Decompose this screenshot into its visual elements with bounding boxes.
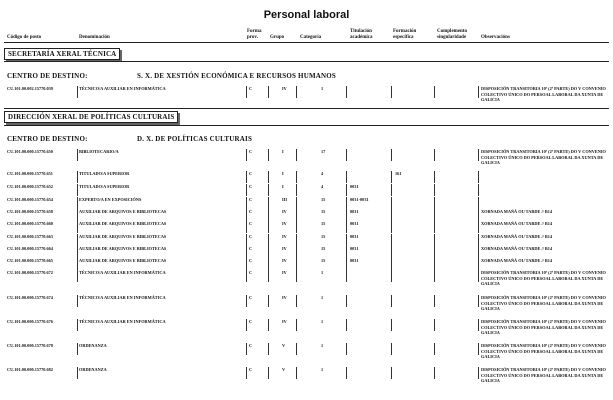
column-separator bbox=[77, 367, 78, 379]
cell-codigo: CU.101.00.000.15770.658 bbox=[7, 209, 53, 214]
column-separator bbox=[434, 86, 435, 98]
column-separator bbox=[296, 319, 297, 331]
cell-codigo: CU.101.00.000.15770.682 bbox=[7, 367, 53, 372]
header-complemento-line1: Complemento bbox=[437, 29, 467, 34]
column-separator bbox=[77, 258, 78, 270]
column-separator bbox=[391, 319, 392, 331]
column-separator bbox=[478, 184, 479, 196]
column-separator bbox=[391, 86, 392, 98]
cell-cat: 1 bbox=[321, 367, 324, 372]
cell-grupo: V bbox=[282, 367, 286, 372]
cell-cat: 15 bbox=[321, 258, 326, 263]
column-separator bbox=[296, 209, 297, 221]
centro-value: D. X. DE POLÍTICAS CULTURAIS bbox=[137, 135, 253, 143]
section-title-secretaria: SECRETARÍA XERAL TÉCNICA bbox=[4, 48, 120, 60]
column-separator bbox=[296, 86, 297, 98]
column-separator bbox=[478, 270, 479, 282]
column-separator bbox=[346, 270, 347, 282]
column-separator bbox=[346, 171, 347, 183]
cell-codigo: CU.101.00.000.15770.651 bbox=[7, 171, 53, 176]
column-separator bbox=[478, 197, 479, 209]
page-title: Personal laboral bbox=[263, 9, 350, 21]
column-separator bbox=[478, 258, 479, 270]
cell-cat: 1 bbox=[321, 270, 324, 275]
column-separator bbox=[77, 246, 78, 258]
column-separator bbox=[391, 221, 392, 233]
cell-codigo: CU.101.00.000.15770.663 bbox=[7, 234, 53, 239]
column-separator bbox=[296, 295, 297, 307]
centro-label: CENTRO DE DESTINO: bbox=[7, 72, 88, 80]
column-separator bbox=[434, 184, 435, 196]
cell-grupo: IV bbox=[282, 86, 287, 91]
centro-label: CENTRO DE DESTINO: bbox=[7, 135, 88, 143]
cell-forma: C bbox=[249, 319, 253, 324]
cell-denom: ORDENANZA bbox=[79, 367, 107, 372]
column-separator bbox=[346, 258, 347, 270]
column-separator bbox=[268, 295, 269, 307]
cell-cat: 15 bbox=[321, 246, 326, 251]
header-observacions: Observacións bbox=[481, 35, 510, 40]
header-formacion bbox=[393, 29, 416, 40]
column-separator bbox=[246, 209, 247, 221]
column-separator bbox=[478, 171, 479, 183]
cell-denom: AUXILIAR DE ARQUIVOS E BIBLIOTECAS bbox=[79, 258, 167, 263]
cell-grupo: III bbox=[282, 197, 288, 202]
table-row bbox=[0, 171, 613, 185]
cell-cat: 17 bbox=[321, 149, 326, 154]
cell-denom: TÉCNICO/A AUXILIAR EN INFORMÁTICA bbox=[79, 270, 166, 275]
header-categoria: Categoría bbox=[300, 35, 322, 40]
column-separator bbox=[268, 149, 269, 161]
table-row bbox=[0, 149, 613, 163]
table-row bbox=[0, 270, 613, 284]
cell-denom: BIBLIOTECARIO/A bbox=[79, 149, 119, 154]
column-separator bbox=[268, 171, 269, 183]
column-separator bbox=[268, 319, 269, 331]
cell-obs: DISPOSICIÓN TRANSITORIA 10ª (2ª PARTE) DO V CONVENIO COLECTIVO ÚNICO DO PERSOAL LABORAL DA XUNTA DE GALICIA bbox=[481, 149, 606, 165]
cell-forma: C bbox=[249, 197, 253, 202]
column-separator bbox=[346, 197, 347, 209]
cell-cat: 4 bbox=[321, 171, 324, 176]
cell-forma: C bbox=[249, 234, 253, 239]
column-separator bbox=[296, 171, 297, 183]
cell-obs: XORNADA MAÑÁ OU TARDE // B14 bbox=[481, 221, 553, 226]
table-row bbox=[0, 367, 613, 381]
cell-grupo: IV bbox=[282, 319, 287, 324]
header-forma-line2: prov. bbox=[247, 34, 258, 40]
cell-tit: 0031 bbox=[350, 184, 359, 189]
cell-grupo: IV bbox=[282, 258, 287, 263]
cell-grupo: IV bbox=[282, 246, 287, 251]
column-separator bbox=[434, 367, 435, 379]
cell-cat: 15 bbox=[321, 221, 326, 226]
column-separator bbox=[246, 197, 247, 209]
cell-codigo: CU.101.00.000.15770.672 bbox=[7, 270, 53, 275]
column-separator bbox=[246, 86, 247, 98]
cell-forma: C bbox=[249, 171, 253, 176]
column-separator bbox=[268, 258, 269, 270]
column-separator bbox=[77, 171, 78, 183]
column-separator bbox=[346, 295, 347, 307]
header-codigo: Código de posto bbox=[7, 35, 42, 40]
cell-codigo: CU.101.00.000.15770.664 bbox=[7, 246, 53, 251]
cell-forma: C bbox=[249, 209, 253, 214]
column-separator bbox=[268, 184, 269, 196]
header-formacion-line2: específica bbox=[393, 34, 414, 40]
cell-cat: 1 bbox=[321, 295, 324, 300]
column-separator bbox=[246, 367, 247, 379]
cell-forma: C bbox=[249, 149, 253, 154]
column-separator bbox=[268, 221, 269, 233]
column-separator bbox=[77, 149, 78, 161]
column-separator bbox=[77, 86, 78, 98]
column-separator bbox=[346, 221, 347, 233]
section-divider bbox=[4, 108, 609, 109]
column-separator bbox=[246, 319, 247, 331]
column-separator bbox=[391, 234, 392, 246]
cell-obs: DISPOSICIÓN TRANSITORIA 10ª (2ª PARTE) DO V CONVENIO COLECTIVO ÚNICO DO PERSOAL LABORAL DA XUNTA DE GALICIA bbox=[481, 343, 606, 359]
column-separator bbox=[296, 221, 297, 233]
column-separator bbox=[77, 184, 78, 196]
cell-cat: 15 bbox=[321, 234, 326, 239]
header-titulacion-line1: Titulación bbox=[350, 29, 372, 34]
column-separator bbox=[346, 184, 347, 196]
column-separator bbox=[391, 367, 392, 379]
cell-obs: XORNADA MAÑÁ OU TARDE // B14 bbox=[481, 258, 553, 263]
column-separator bbox=[296, 149, 297, 161]
column-separator bbox=[246, 234, 247, 246]
column-separator bbox=[478, 319, 479, 331]
cell-forma: C bbox=[249, 295, 253, 300]
column-separator bbox=[434, 234, 435, 246]
cell-obs: XORNADA MAÑÁ OU TARDE // B14 bbox=[481, 234, 553, 239]
column-separator bbox=[77, 319, 78, 331]
cell-forma: C bbox=[249, 246, 253, 251]
cell-denom: ORDENANZA bbox=[79, 343, 107, 348]
column-separator bbox=[478, 234, 479, 246]
cell-codigo: CU.101.00.002.15770.039 bbox=[7, 86, 53, 91]
table-row bbox=[0, 221, 613, 235]
column-separator bbox=[434, 209, 435, 221]
column-separator bbox=[434, 246, 435, 258]
cell-grupo: I bbox=[282, 184, 284, 189]
cell-codigo: CU.101.00.000.15770.674 bbox=[7, 295, 53, 300]
table-row bbox=[0, 295, 613, 309]
column-separator bbox=[77, 295, 78, 307]
column-separator bbox=[434, 171, 435, 183]
cell-tit: 0031 bbox=[350, 209, 359, 214]
column-separator bbox=[246, 270, 247, 282]
column-separator bbox=[268, 197, 269, 209]
column-separator bbox=[346, 86, 347, 98]
column-separator bbox=[391, 184, 392, 196]
cell-forma: C bbox=[249, 343, 253, 348]
cell-tit: 0031-0031 bbox=[350, 197, 369, 202]
cell-grupo: IV bbox=[282, 209, 287, 214]
column-separator bbox=[77, 343, 78, 355]
section-title-politicas: DIRECCIÓN XERAL DE POLÍTICAS CULTURAIS bbox=[4, 111, 178, 123]
header-titulacion-line2: académica bbox=[350, 34, 373, 40]
column-separator bbox=[296, 234, 297, 246]
column-separator bbox=[391, 258, 392, 270]
cell-tit: 0031 bbox=[350, 258, 359, 263]
cell-codigo: CU.101.00.000.15770.660 bbox=[7, 221, 53, 226]
cell-denom: AUXILIAR DE ARQUIVOS E BIBLIOTECAS bbox=[79, 209, 167, 214]
cell-denom: TÉCNICO/A AUXILIAR EN INFORMÁTICA bbox=[79, 86, 166, 91]
column-separator bbox=[268, 209, 269, 221]
cell-codigo: CU.101.00.000.15770.652 bbox=[7, 184, 53, 189]
cell-tit: 0031 bbox=[350, 234, 359, 239]
column-separator bbox=[296, 184, 297, 196]
column-separator bbox=[346, 149, 347, 161]
column-separator bbox=[296, 367, 297, 379]
column-separator bbox=[434, 270, 435, 282]
column-separator bbox=[268, 270, 269, 282]
column-separator bbox=[246, 246, 247, 258]
cell-tit: 0031 bbox=[350, 246, 359, 251]
header-formacion-line1: Formación bbox=[393, 29, 417, 34]
cell-grupo: IV bbox=[282, 221, 287, 226]
cell-grupo: I bbox=[282, 149, 284, 154]
column-separator bbox=[296, 197, 297, 209]
cell-tit: 0031 bbox=[350, 221, 359, 226]
cell-denom: TÉCNICO/A AUXILIAR EN INFORMÁTICA bbox=[79, 295, 166, 300]
column-separator bbox=[346, 343, 347, 355]
column-separator bbox=[478, 343, 479, 355]
cell-obs: DISPOSICIÓN TRANSITORIA 10ª (2ª PARTE) DO V CONVENIO COLECTIVO ÚNICO DO PERSOAL LABORAL DA XUNTA DE GALICIA bbox=[481, 367, 606, 383]
cell-denom: EXPERTO/A EN EXPOSICIÓNS bbox=[79, 197, 142, 202]
cell-forma: C bbox=[249, 184, 253, 189]
column-separator bbox=[246, 343, 247, 355]
table-row bbox=[0, 319, 613, 333]
column-separator bbox=[77, 221, 78, 233]
cell-grupo: V bbox=[282, 343, 286, 348]
column-separator bbox=[296, 270, 297, 282]
header-forma-line1: Forma bbox=[247, 29, 262, 34]
column-separator bbox=[391, 149, 392, 161]
column-separator bbox=[391, 270, 392, 282]
column-separator bbox=[391, 295, 392, 307]
cell-forma: C bbox=[249, 258, 253, 263]
cell-obs: XORNADA MAÑÁ OU TARDE // B14 bbox=[481, 246, 553, 251]
column-separator bbox=[246, 295, 247, 307]
column-separator bbox=[346, 367, 347, 379]
cell-forma: C bbox=[249, 367, 253, 372]
centro-value: S. X. DE XESTIÓN ECONÓMICA E RECURSOS HUMANOS bbox=[137, 72, 337, 80]
table-row bbox=[0, 343, 613, 357]
cell-obs: DISPOSICIÓN TRANSITORIA 10ª (2ª PARTE) DO V CONVENIO COLECTIVO ÚNICO DO PERSOAL LABORAL DA XUNTA DE GALICIA bbox=[481, 295, 606, 311]
cell-cat: 1 bbox=[321, 343, 324, 348]
column-separator bbox=[478, 295, 479, 307]
header-forma bbox=[247, 29, 261, 40]
column-separator bbox=[391, 209, 392, 221]
cell-denom: TITULADO/A SUPERIOR bbox=[79, 184, 130, 189]
column-separator bbox=[296, 246, 297, 258]
header-titulacion bbox=[350, 29, 373, 40]
column-separator bbox=[478, 209, 479, 221]
cell-denom: AUXILIAR DE ARQUIVOS E BIBLIOTECAS bbox=[79, 221, 167, 226]
header-complemento bbox=[437, 29, 467, 40]
column-separator bbox=[346, 209, 347, 221]
cell-forma: C bbox=[249, 86, 253, 91]
cell-obs: DISPOSICIÓN TRANSITORIA 10ª (2ª PARTE) DO V CONVENIO COLECTIVO ÚNICO DO PERSOAL LABORAL DA XUNTA DE GALICIA bbox=[481, 319, 606, 335]
column-separator bbox=[434, 197, 435, 209]
cell-denom: AUXILIAR DE ARQUIVOS E BIBLIOTECAS bbox=[79, 234, 167, 239]
column-separator bbox=[246, 171, 247, 183]
column-separator bbox=[296, 343, 297, 355]
cell-grupo: I bbox=[282, 171, 284, 176]
column-separator bbox=[391, 197, 392, 209]
column-separator bbox=[434, 258, 435, 270]
header-grupo: Grupo bbox=[270, 35, 285, 40]
column-separator bbox=[434, 221, 435, 233]
column-separator bbox=[246, 184, 247, 196]
table-row bbox=[0, 184, 613, 198]
column-separator bbox=[268, 86, 269, 98]
column-separator bbox=[246, 149, 247, 161]
column-separator bbox=[391, 171, 392, 183]
table-row bbox=[0, 86, 613, 100]
cell-obs: DISPOSICIÓN TRANSITORIA 10ª (2ª PARTE) DO V CONVENIO COLECTIVO ÚNICO DO PERSOAL LABORAL DA XUNTA DE GALICIA bbox=[481, 270, 606, 286]
column-separator bbox=[346, 246, 347, 258]
column-separator bbox=[391, 246, 392, 258]
cell-cat: 1 bbox=[321, 86, 324, 91]
column-separator bbox=[434, 295, 435, 307]
column-separator bbox=[434, 149, 435, 161]
column-separator bbox=[478, 246, 479, 258]
column-separator bbox=[346, 319, 347, 331]
cell-grupo: IV bbox=[282, 270, 287, 275]
cell-codigo: CU.101.00.000.15770.654 bbox=[7, 197, 53, 202]
cell-forma: C bbox=[249, 221, 253, 226]
column-separator bbox=[268, 343, 269, 355]
column-separator bbox=[246, 258, 247, 270]
column-separator bbox=[77, 209, 78, 221]
column-separator bbox=[478, 149, 479, 161]
column-separator bbox=[77, 197, 78, 209]
cell-cat: 4 bbox=[321, 184, 324, 189]
cell-grupo: IV bbox=[282, 234, 287, 239]
cell-obs: XORNADA MAÑÁ OU TARDE // B14 bbox=[481, 209, 553, 214]
column-separator bbox=[391, 343, 392, 355]
section-divider bbox=[4, 61, 609, 62]
cell-cat: 15 bbox=[321, 197, 326, 202]
cell-codigo: CU.101.00.000.15770.676 bbox=[7, 319, 53, 324]
cell-grupo: IV bbox=[282, 295, 287, 300]
column-separator bbox=[478, 221, 479, 233]
column-separator bbox=[268, 246, 269, 258]
cell-forma: C bbox=[249, 270, 253, 275]
cell-denom: TITULADO/A SUPERIOR bbox=[79, 171, 130, 176]
column-separator bbox=[296, 258, 297, 270]
column-separator bbox=[434, 343, 435, 355]
cell-cat: 15 bbox=[321, 209, 326, 214]
cell-codigo: CU.101.00.000.15770.665 bbox=[7, 258, 53, 263]
column-separator bbox=[268, 367, 269, 379]
column-separator bbox=[246, 221, 247, 233]
header-complemento-line2: singularidade bbox=[437, 34, 467, 40]
centro-destino-2 bbox=[7, 135, 253, 143]
column-separator bbox=[478, 367, 479, 379]
column-separator bbox=[77, 234, 78, 246]
cell-cat: 1 bbox=[321, 319, 324, 324]
cell-form: 161 bbox=[395, 171, 402, 176]
header-denominacion: Denominación bbox=[79, 35, 110, 40]
column-separator bbox=[268, 234, 269, 246]
column-separator bbox=[434, 319, 435, 331]
cell-codigo: CU.101.00.000.15770.678 bbox=[7, 343, 53, 348]
centro-destino-1 bbox=[7, 72, 337, 80]
cell-obs: DISPOSICIÓN TRANSITORIA 10ª (2ª PARTE) DO V CONVENIO COLECTIVO ÚNICO DO PERSOAL LABORAL DA XUNTA DE GALICIA bbox=[481, 86, 606, 102]
header-divider bbox=[4, 42, 609, 43]
section-divider bbox=[4, 125, 609, 126]
column-separator bbox=[478, 86, 479, 98]
cell-denom: AUXILIAR DE ARQUIVOS E BIBLIOTECAS bbox=[79, 246, 167, 251]
cell-denom: TÉCNICO/A AUXILIAR EN INFORMÁTICA bbox=[79, 319, 166, 324]
cell-codigo: CU.101.00.000.15770.650 bbox=[7, 149, 53, 154]
column-separator bbox=[346, 234, 347, 246]
column-separator bbox=[77, 270, 78, 282]
